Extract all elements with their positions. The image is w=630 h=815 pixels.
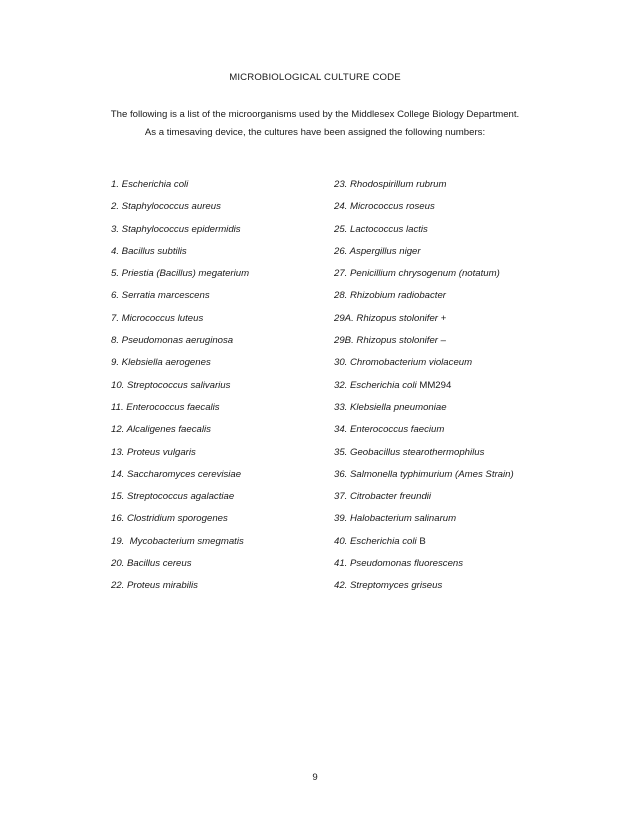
culture-code-list <box>0 174 630 614</box>
culture-list-item <box>334 464 564 486</box>
culture-name: 11. Enterococcus faecalis <box>111 401 220 413</box>
page-number: 9 <box>312 772 318 783</box>
culture-name: 6. Serratia marcescens <box>111 290 210 302</box>
culture-name: 16. Clostridium sporogenes <box>111 513 228 525</box>
culture-list-item <box>111 196 331 218</box>
culture-strain-suffix: B <box>419 535 426 547</box>
culture-list-item <box>334 419 564 441</box>
culture-name: 25. Lactococcus lactis <box>334 223 428 235</box>
culture-name: 34. Enterococcus faecium <box>334 424 445 436</box>
culture-name: 14. Saccharomyces cerevisiae <box>111 468 242 480</box>
culture-list-right-column <box>334 174 564 598</box>
page-title: MICROBIOLOGICAL CULTURE CODE <box>229 72 401 83</box>
culture-list-item <box>334 442 564 464</box>
culture-name: 15. Streptococcus agalactiae <box>111 491 235 503</box>
culture-name: 28. Rhizobium radiobacter <box>334 290 446 302</box>
culture-list-left-column <box>111 174 331 598</box>
culture-list-item <box>334 531 564 553</box>
culture-name: 24. Micrococcus roseus <box>334 201 435 213</box>
culture-name: 1. Escherichia coli <box>111 179 189 190</box>
culture-list-item <box>334 553 564 575</box>
intro-paragraph <box>0 106 630 142</box>
culture-name: 29B. Rhizopus stolonifer – <box>334 335 446 347</box>
culture-name: 22. Proteus mirabilis <box>111 580 198 592</box>
culture-list-item <box>111 419 331 441</box>
culture-name: 7. Micrococcus luteus <box>111 312 204 324</box>
culture-list-item <box>111 241 331 263</box>
culture-name: 19. Mycobacterium smegmatis <box>111 535 244 547</box>
culture-name: 23. Rhodospirillum rubrum <box>334 179 447 190</box>
culture-name: 29A. Rhizopus stolonifer + <box>334 312 447 324</box>
culture-list-item <box>111 352 331 374</box>
culture-list-item <box>334 174 564 196</box>
culture-name: 3. Staphylococcus epidermidis <box>111 223 241 235</box>
culture-name: 30. Chromobacterium violaceum <box>334 357 473 369</box>
culture-list-item <box>334 397 564 419</box>
culture-list-item <box>334 196 564 218</box>
culture-list-item <box>111 263 331 285</box>
culture-list-item <box>111 375 331 397</box>
culture-list-item <box>111 508 331 530</box>
culture-name: 27. Penicillium chrysogenum (notatum) <box>334 268 500 280</box>
culture-name: 4. Bacillus subtilis <box>111 245 187 257</box>
culture-name: 36. Salmonella typhimurium (Ames Strain) <box>334 468 514 480</box>
culture-name: 42. Streptomyces griseus <box>334 580 443 592</box>
culture-list-item <box>111 464 331 486</box>
culture-name: 10. Streptococcus salivarius <box>111 379 231 391</box>
culture-list-item <box>334 375 564 397</box>
culture-list-item <box>334 285 564 307</box>
culture-list-item <box>334 486 564 508</box>
culture-list-item <box>334 308 564 330</box>
culture-name: 32. Escherichia coli <box>334 379 420 391</box>
culture-name: 8. Pseudomonas aeruginosa <box>111 335 234 347</box>
intro-line-1: The following is a list of the microorganisms used by the Middlesex College Biology Department. <box>110 109 520 120</box>
culture-list-item <box>111 285 331 307</box>
culture-name: 5. Priestia (Bacillus) megaterium <box>111 268 250 280</box>
culture-list-item <box>111 308 331 330</box>
culture-name: 2. Staphylococcus aureus <box>111 201 221 213</box>
culture-list-item <box>334 219 564 241</box>
culture-name: 37. Citrobacter freundii <box>334 491 432 503</box>
culture-name: 9. Klebsiella aerogenes <box>111 357 211 369</box>
culture-list-item <box>334 263 564 285</box>
culture-name: 41. Pseudomonas fluorescens <box>334 558 464 570</box>
culture-list-item <box>111 553 331 575</box>
culture-list-item <box>334 330 564 352</box>
culture-name: 39. Halobacterium salinarum <box>334 513 457 525</box>
culture-list-item <box>334 241 564 263</box>
culture-name: 33. Klebsiella pneumoniae <box>334 401 447 413</box>
culture-list-item <box>111 442 331 464</box>
intro-line-2: As a timesaving device, the cultures have been assigned the following numbers: <box>144 127 486 138</box>
culture-name: 26. Aspergillus niger <box>334 245 421 257</box>
culture-name: 20. Bacillus cereus <box>111 558 192 570</box>
culture-list-item <box>111 486 331 508</box>
culture-list-item <box>334 352 564 374</box>
culture-name: 40. Escherichia coli <box>334 535 420 547</box>
culture-name: 12. Alcaligenes faecalis <box>111 424 211 436</box>
culture-list-item <box>111 330 331 352</box>
culture-list-item <box>111 174 331 196</box>
culture-name: 13. Proteus vulgaris <box>111 446 196 458</box>
culture-list-item <box>334 575 564 597</box>
culture-list-item <box>111 219 331 241</box>
culture-list-item <box>111 397 331 419</box>
culture-list-item <box>334 508 564 530</box>
culture-list-item <box>111 575 331 597</box>
culture-name: 35. Geobacillus stearothermophilus <box>334 446 485 458</box>
culture-list-item <box>111 531 331 553</box>
culture-strain-suffix: MM294 <box>419 379 452 391</box>
